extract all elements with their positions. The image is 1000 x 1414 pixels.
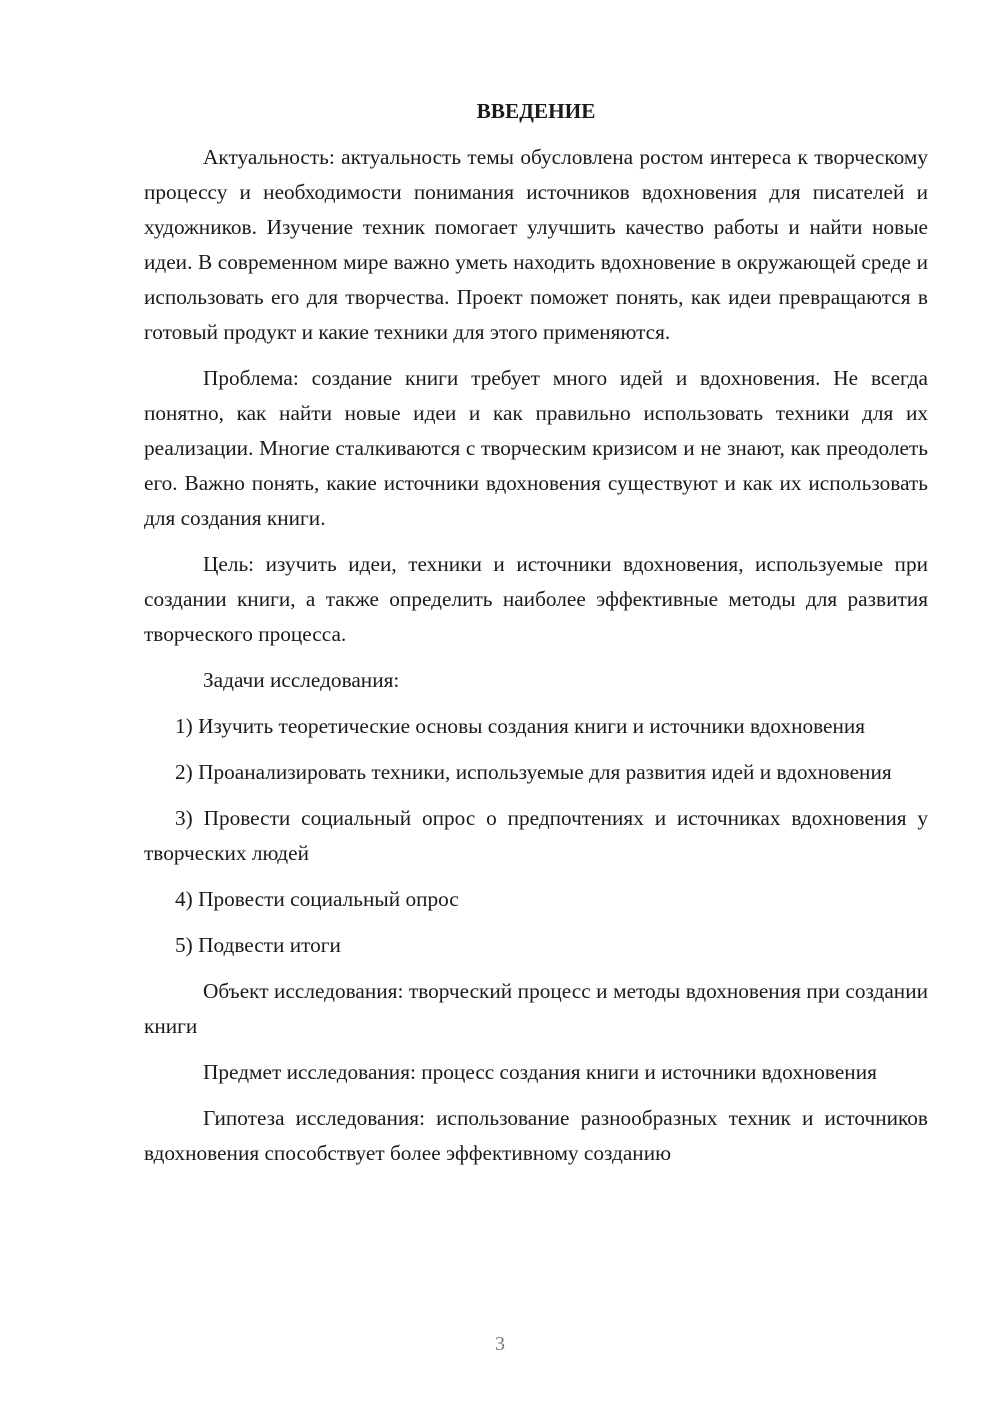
task-item-3: 3) Провести социальный опрос о предпочтениях и источниках вдохновения у творческих людей xyxy=(144,806,928,865)
tasks-title: Задачи исследования: xyxy=(203,668,400,692)
paragraph-goal: Цель: изучить идеи, техники и источники вдохновения, используемые при создании книги, а также определить наиболее эффективные методы для развития творческого процесса. xyxy=(144,552,928,646)
task-item-5: 5) Подвести итоги xyxy=(175,933,341,957)
document-page xyxy=(144,94,928,1182)
paragraph-object: Объект исследования: творческий процесс и методы вдохновения при создании книги xyxy=(144,979,928,1038)
task-item-4: 4) Провести социальный опрос xyxy=(175,887,459,911)
task-item-1: 1) Изучить теоретические основы создания книги и источники вдохновения xyxy=(175,714,866,738)
paragraph-relevance: Актуальность: актуальность темы обусловлена ростом интереса к творческому процессу и необходимости понимания источников вдохновения для писателей и художников. Изучение техник помогает улучшить качество работы и найти новые идеи. В современном мире важно уметь находить вдохновение в окружающей среде и использовать его для творчества. Проект поможет понять, как идеи превращаются в готовый продукт и какие техники для этого применяются. xyxy=(144,145,928,344)
task-item-2: 2) Проанализировать техники, используемые для развития идей и вдохновения xyxy=(175,760,892,784)
page-number: 3 xyxy=(495,1333,505,1355)
page-title: ВВЕДЕНИЕ xyxy=(476,99,596,123)
paragraph-problem: Проблема: создание книги требует много идей и вдохновения. Не всегда понятно, как найти новые идеи и как правильно использовать техники для их реализации. Многие сталкиваются с творческим кризисом и не знают, как преодолеть его. Важно понять, какие источники вдохновения существуют и как их использовать для создания книги. xyxy=(144,366,928,530)
paragraph-hypothesis: Гипотеза исследования: использование разнообразных техник и источников вдохновения способствует более эффективному созданию xyxy=(144,1106,928,1165)
paragraph-subject: Предмет исследования: процесс создания книги и источники вдохновения xyxy=(203,1060,877,1084)
